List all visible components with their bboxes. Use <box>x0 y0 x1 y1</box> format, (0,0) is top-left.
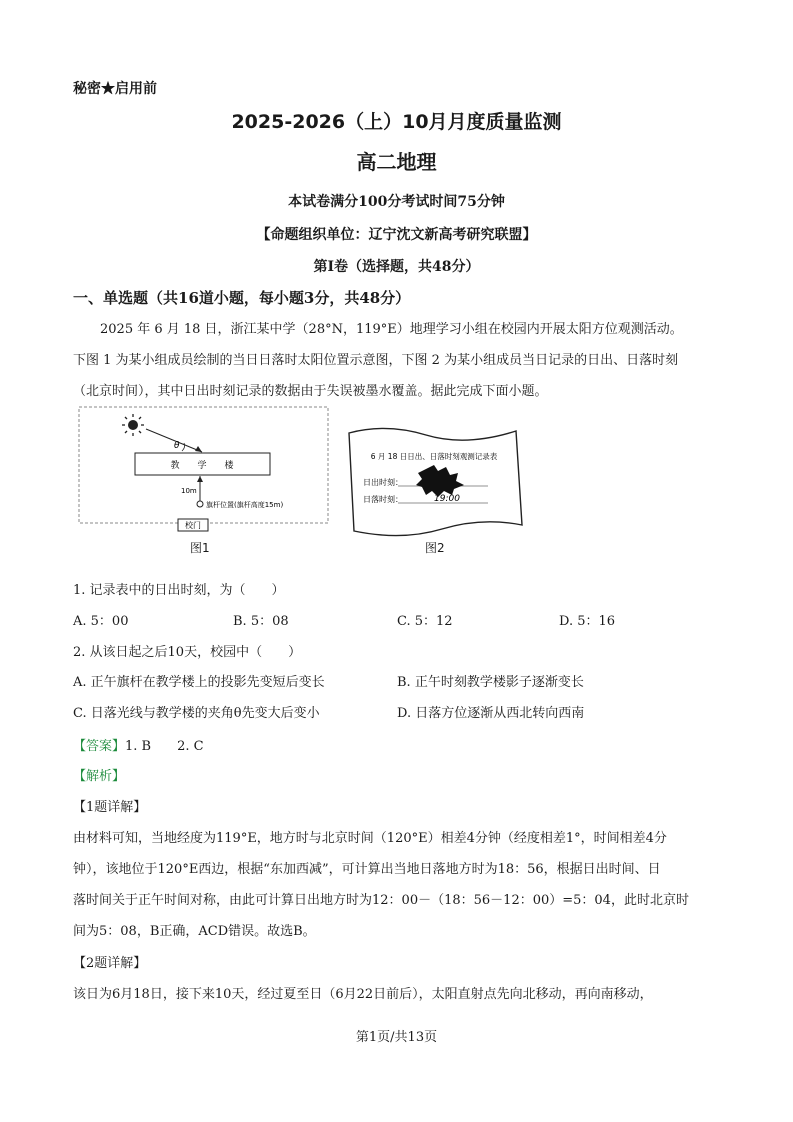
distance-label: 10m <box>181 487 197 495</box>
question-1-stem: 1. 记录表中的日出时刻，为（ ） <box>73 583 285 598</box>
sunset-time-value: 19:00 <box>434 494 460 504</box>
q1-option-d: D. 5：16 <box>559 614 616 629</box>
confidential-label: 秘密★启用前 <box>73 81 157 97</box>
exam-score-time: 本试卷满分100分考试时间75分钟 <box>288 194 505 210</box>
subject-title: 高二地理 <box>356 150 437 174</box>
building-label: 教 学 楼 <box>170 461 234 471</box>
flagpole-label: 旗杆位置(旗杆高度15m) <box>206 501 284 509</box>
intro-line-2: 下图 1 为某小组成员绘制的当日日落时太阳位置示意图，下图 2 为某小组成员当日记录的日出、日落时刻 <box>73 353 679 368</box>
q1-option-a: A. 5：00 <box>73 614 129 629</box>
sunrise-label: 日出时刻： <box>363 478 403 487</box>
record-table-title: 6 月 18 日日出、日落时刻观测记录表 <box>370 452 498 461</box>
detail-2-line-1: 该日为6月18日，接下来10天，经过夏至日（6月22日前后），太阳直射点先向北移动，再向南移动， <box>73 987 653 1002</box>
q2-option-c: C. 日落光线与教学楼的夹角θ先变大后变小 <box>73 706 320 721</box>
intro-line-3: （北京时间），其中日出时刻记录的数据由于失误被墨水覆盖。据此完成下面小题。 <box>73 384 548 399</box>
q2-option-b: B. 正午时刻教学楼影子逐渐变长 <box>397 675 584 690</box>
organizer-info: 【命题组织单位：辽宁沈文新高考研究联盟】 <box>256 227 537 243</box>
question-2-stem: 2. 从该日起之后10天，校园中（ ） <box>73 645 302 660</box>
answer-text: 1. B 2. C <box>125 739 204 754</box>
exam-title: 2025-2026（上）10月月度质量监测 <box>231 111 562 133</box>
intro-line-1: 2025 年 6 月 18 日，浙江某中学（28°N，119°E）地理学习小组在校园内开展太阳方位观测活动。 <box>100 322 683 337</box>
q2-option-a: A. 正午旗杆在教学楼上的投影先变短后变长 <box>73 675 325 690</box>
analysis-label: 【解析】 <box>73 769 126 784</box>
angle-theta-label: θ <box>174 441 180 451</box>
detail-1-heading: 【1题详解】 <box>73 800 147 815</box>
detail-1-line-4: 间为5：08，B正确，ACD错误。故选B。 <box>73 924 316 939</box>
gate-label: 校门 <box>185 521 201 530</box>
figure-1-caption: 图1 <box>190 541 210 555</box>
flagpole-marker <box>197 501 203 507</box>
figure-1-diagram <box>78 405 330 535</box>
sun-icon <box>122 414 144 436</box>
detail-1-line-3: 落时间关于正午时间对称，由此可计算日出地方时为12：00－（18：56－12：00）=5：04，此时北京时 <box>73 893 689 908</box>
q1-option-c: C. 5：12 <box>397 614 453 629</box>
figure-2-record-sheet <box>346 425 526 537</box>
q2-option-d: D. 日落方位逐渐从西北转向西南 <box>397 706 585 721</box>
detail-1-line-1: 由材料可知，当地经度为119°E，地方时与北京时间（120°E）相差4分钟（经度相差1°，时间相差4分 <box>73 831 667 846</box>
page-footer: 第1页/共13页 <box>355 1030 438 1045</box>
detail-2-heading: 【2题详解】 <box>73 956 147 971</box>
figure-2-caption: 图2 <box>425 541 445 555</box>
detail-1-line-2: 钟），该地位于120°E西边，根据“东加西减”，可计算出当地日落地方时为18：56，根据日出时间、日 <box>73 862 661 877</box>
section-heading: 一、单选题（共16道小题，每小题3分，共48分） <box>73 289 411 307</box>
q1-option-b: B. 5：08 <box>233 614 289 629</box>
answer-label: 【答案】 <box>73 739 126 754</box>
part-one-heading: 第Ⅰ卷（选择题，共48分） <box>313 259 480 275</box>
sunset-label: 日落时刻： <box>363 495 403 504</box>
answer-row <box>73 735 204 754</box>
